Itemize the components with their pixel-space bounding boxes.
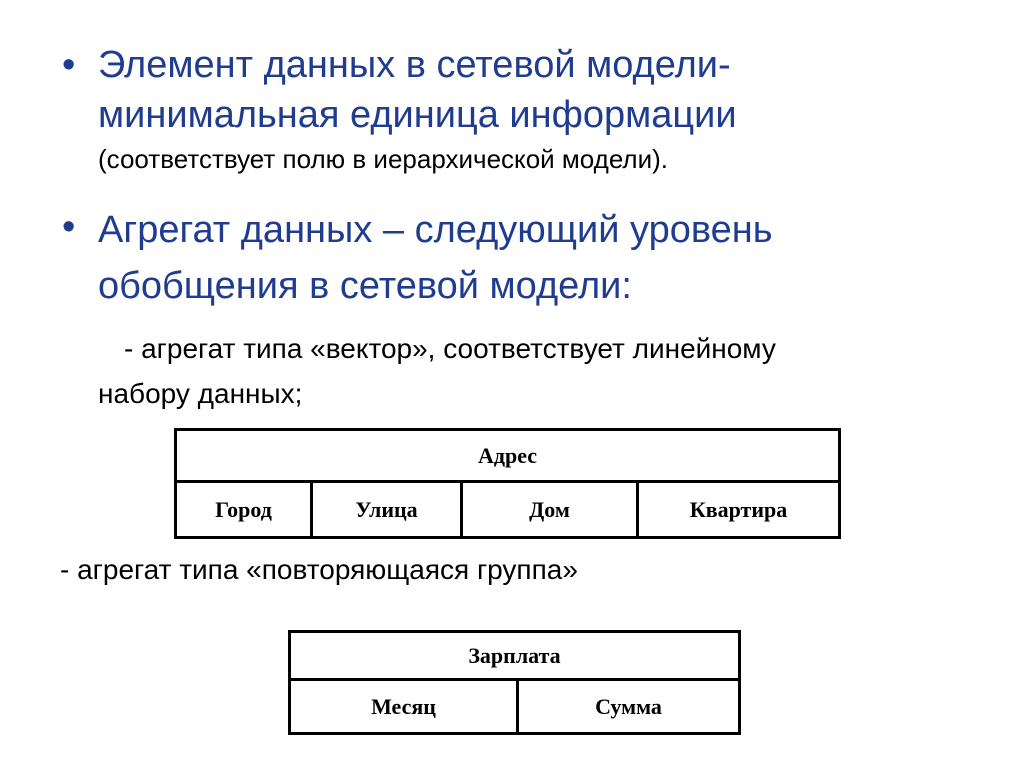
salary-aggregate-table: [288, 630, 741, 735]
table-header-row: [290, 632, 740, 680]
bullet-line: минимальная единица информации: [98, 94, 737, 136]
table-row: [290, 680, 740, 734]
field-cell: Улица: [312, 482, 462, 538]
table-header-row: [176, 430, 840, 482]
bullet-text: [98, 40, 978, 178]
vector-description-line1: - агрегат типа «вектор», соответствует линейному: [124, 333, 776, 364]
table-title-cell: Адрес: [176, 430, 840, 482]
field-cell: Квартира: [638, 482, 840, 538]
field-cell: Сумма: [518, 680, 740, 734]
vector-description-line2: набору данных;: [98, 378, 303, 409]
bullet-dot-icon: •: [62, 44, 76, 86]
group-description: - агрегат типа «повторяющаяся группа»: [60, 554, 578, 585]
bullet-line: Элемент данных в сетевой модели-: [98, 44, 731, 86]
field-cell: Дом: [462, 482, 638, 538]
table-row: [176, 482, 840, 538]
address-aggregate-table: [174, 428, 841, 539]
field-cell: Город: [176, 482, 312, 538]
bullet-line: Агрегат данных – следующий уровень: [98, 209, 773, 251]
field-cell: Месяц: [290, 680, 518, 734]
bullet-text: [98, 202, 978, 314]
bullet-dot-icon: •: [62, 206, 76, 248]
bullet-line: обобщения в сетевой модели:: [98, 265, 632, 307]
table-title-cell: Зарплата: [290, 632, 740, 680]
bullet-note: (соответствует полю в иерархической модели).: [98, 144, 669, 174]
